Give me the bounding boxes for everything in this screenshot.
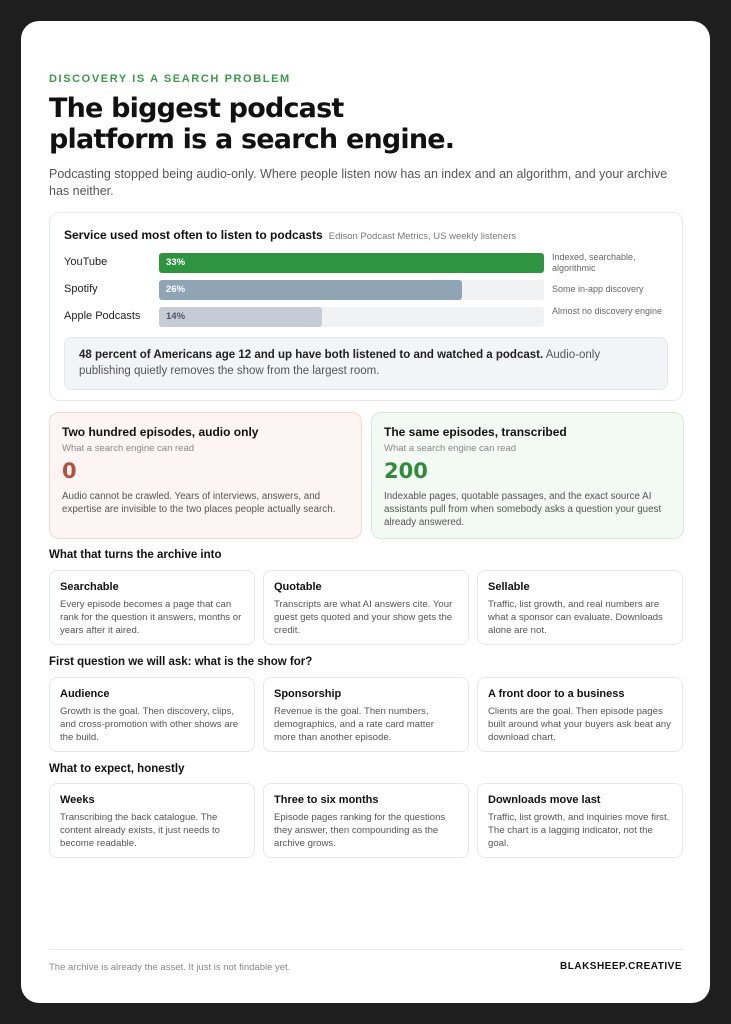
card-text: Episode pages ranking for the questions they answer, then compounding as the archive grows. [274,812,446,849]
bar-track [159,253,544,273]
chart-title-row [64,228,516,242]
page [21,21,710,1003]
bar [159,280,462,300]
bar-value-label: 26% [166,284,186,295]
bar [159,307,322,327]
card-front-door [477,677,683,752]
card-three-to-six-months [263,783,469,858]
card-text: Every episode becomes a page that can rank for the question it answers, months or years after it aired. [60,599,242,636]
bar-note: Indexed, searchable, algorithmic [552,252,636,273]
stat-callout [64,337,668,390]
intro-paragraph: Podcasting stopped being audio-only. Where people listen now has an index and an algorithm, and your archive has neither. [49,167,668,198]
card-title: Weeks [60,794,95,806]
callout-bold: 48 percent of Americans age 12 and up have both listened to and watched a podcast. [79,349,544,361]
card-text: Clients are the goal. Then episode pages built around what your buyers ask beat any download chart. [488,706,671,743]
card-title: Three to six months [274,794,379,806]
card-sellable [477,570,683,645]
chart-title: Service used most often to listen to podcasts [64,228,323,242]
transcribed-value: 200 [384,459,428,483]
card-weeks [49,783,255,858]
card-title: Quotable [274,581,322,593]
card-title: Sellable [488,581,530,593]
card-title: Sponsorship [274,688,342,700]
bar-category-label: YouTube [64,256,108,268]
bar [159,253,544,273]
card-title: Downloads move last [488,794,601,806]
card-text: Transcribing the back catalogue. The content already exists, it just needs to become readable. [60,812,220,849]
bar-track [159,307,544,327]
audio-only-subtitle: What a search engine can read [62,443,195,454]
transcribed-title: The same episodes, transcribed [384,425,567,439]
card-quotable [263,570,469,645]
footer-tagline: The archive is already the asset. It just is not findable yet. [49,962,291,973]
section-heading-archive: What that turns the archive into [49,549,222,561]
bar-track [159,280,544,300]
transcribed-card [371,412,684,539]
transcribed-subtitle: What a search engine can read [384,443,517,454]
bar-row [64,253,674,273]
bar-category-label: Apple Podcasts [64,310,141,322]
eyebrow: DISCOVERY IS A SEARCH PROBLEM [49,73,291,85]
callout-text: Audio-only publishing quietly removes the show from the largest room. [79,349,601,377]
card-title: Searchable [60,581,119,593]
chart-source: Edison Podcast Metrics, US weekly listeners [328,231,517,242]
bar-value-label: 33% [166,257,186,268]
audio-only-card [49,412,362,539]
card-text: Growth is the goal. Then discovery, clips, and cross-promotion with other shows are the build. [60,706,239,743]
footer-divider [49,949,683,950]
bar-value-label: 14% [166,311,186,322]
card-downloads-move-last [477,783,683,858]
bar-row [64,307,674,327]
bar-note: Some in-app discovery [552,284,644,294]
bar-category-label: Spotify [64,283,98,295]
audio-only-value: 0 [62,459,77,483]
audio-only-title: Two hundred episodes, audio only [62,425,259,439]
card-text: Traffic, list growth, and inquiries move first. The chart is a lagging indicator, not the goal. [488,812,670,849]
card-text: Revenue is the goal. Then numbers, demographics, and a rate card matter more than another episode. [274,706,434,743]
headline [49,93,669,155]
card-title: A front door to a business [488,688,625,700]
section-heading-expectations: What to expect, honestly [49,763,185,775]
section-heading-purpose: First question we will ask: what is the show for? [49,656,313,668]
audio-only-text: Audio cannot be crawled. Years of interviews, answers, and expertise are invisible to the two places people actually search. [62,491,336,515]
bar-row [64,280,674,300]
card-audience [49,677,255,752]
headline-line-2: platform is a search engine. [49,124,455,155]
headline-line-1: The biggest podcast [49,93,344,124]
card-sponsorship [263,677,469,752]
bar-note: Almost no discovery engine [552,306,663,316]
card-text: Transcripts are what AI answers cite. Your guest gets quoted and your show gets the credit. [274,599,453,636]
chart-card [49,212,683,401]
card-title: Audience [60,688,110,700]
transcribed-text: Indexable pages, quotable passages, and the exact source AI assistants pull from when somebody asks a question your guest already answered. [384,491,662,528]
card-text: Traffic, list growth, and real numbers are what a sponsor can evaluate. Downloads alone are not. [488,599,663,636]
card-searchable [49,570,255,645]
brand-name: BLAKSHEEP.CREATIVE [560,961,682,972]
